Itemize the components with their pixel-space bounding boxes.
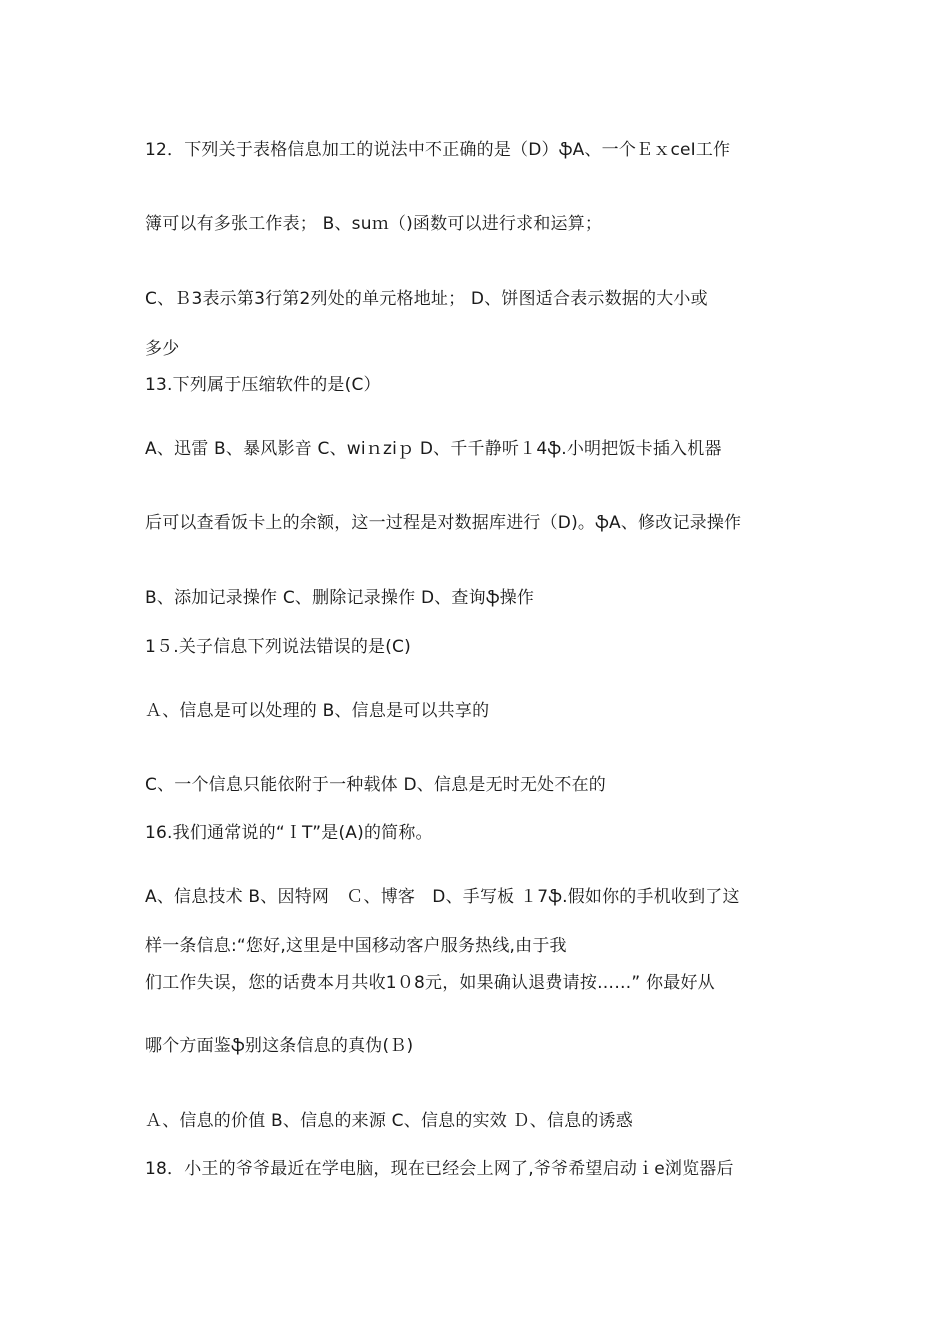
text-line: 1５.关子信息下列说法错误的是(C): [145, 637, 411, 657]
text-line: 簿可以有多张工作表； B、suｍ（)函数可以进行求和运算；: [145, 214, 603, 234]
text-line: 样一条信息:“您好,这里是中国移动客户服务热线,由于我: [145, 936, 567, 956]
text-line: C、Ｂ3表示第3行第2列处的单元格地址； D、饼图适合表示数据的大小或: [145, 289, 708, 309]
text-line: 后可以查看饭卡上的余额，这一过程是对数据库进行（D)。ֆA、修改记录操作: [145, 513, 742, 533]
text-line: 们工作失误，您的话费本月共收1０8元，如果确认退费请按……” 你最好从: [145, 973, 715, 993]
text-line: Ａ、信息是可以处理的 B、信息是可以共享的: [145, 701, 490, 721]
text-line: 13.下列属于压缩软件的是(C）: [145, 375, 381, 395]
text-line: Ａ、信息的价值 B、信息的来源 C、信息的实效 Ｄ、信息的诱惑: [145, 1111, 633, 1131]
text-line: 12．下列关于表格信息加工的说法中不正确的是（D）ֆA、一个ＥｘceI工作: [145, 140, 731, 160]
text-line: B、添加记录操作 C、删除记录操作 D、查询ֆ操作: [145, 588, 535, 608]
text-line: C、一个信息只能依附于一种载体 D、信息是无时无处不在的: [145, 775, 606, 795]
text-line: A、迅雷 B、暴风影音 C、wiｎziｐ D、千千静听１4ֆ.小明把饭卡插入机器: [145, 439, 722, 459]
text-line: A、信息技术 B、因特网 Ｃ、博客 D、手写板 １7ֆ.假如你的手机收到了这: [145, 887, 740, 907]
text-line: 哪个方面鉴ֆ别这条信息的真伪(Ｂ): [145, 1036, 414, 1056]
text-line: 18．小王的爷爷最近在学电脑，现在已经会上网了,爷爷希望启动ｉe浏览器后: [145, 1159, 734, 1179]
text-line: 多少: [145, 339, 180, 359]
text-line: 16.我们通常说的“ＩT”是(A)的简称。: [145, 823, 433, 843]
